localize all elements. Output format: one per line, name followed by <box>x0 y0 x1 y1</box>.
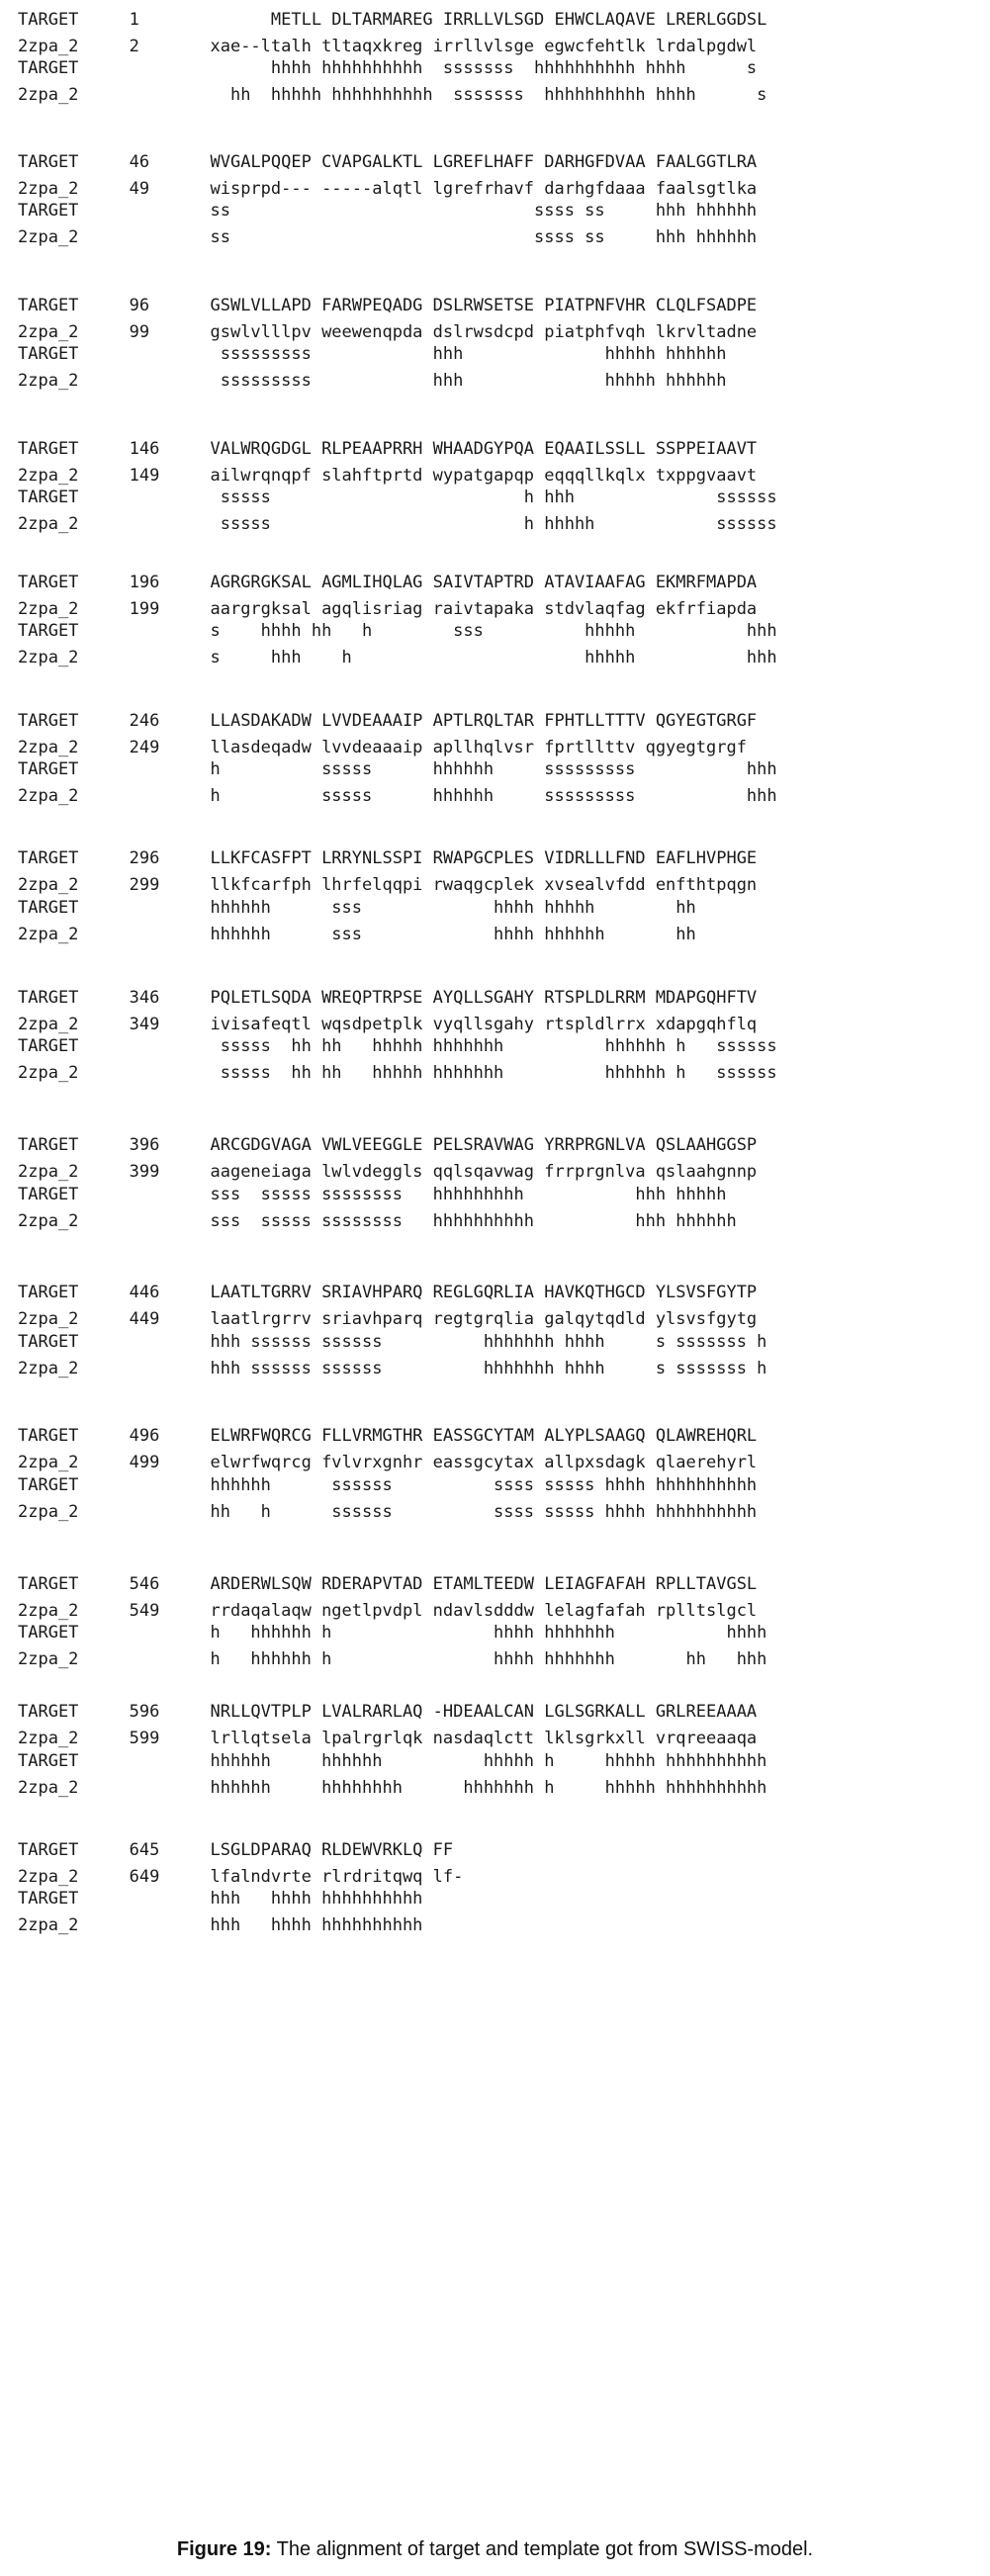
structure-text: sssss hh hh hhhhh hhhhhhh hhhhhh h ssssss <box>210 1036 777 1056</box>
figure-label: Figure 19: <box>176 2538 272 2560</box>
residue-number: 399 <box>129 1162 211 1182</box>
sequence-text: LAATLTGRRV SRIAVHPARQ REGLGQRLIA HAVKQTHGCD YLSVSFGYTP <box>210 1283 758 1302</box>
sequence-label: 2zpa_2 <box>18 599 130 619</box>
sequence-label: TARGET <box>18 848 130 868</box>
alignment-row <box>18 1646 766 1673</box>
residue-number: 649 <box>129 1867 211 1887</box>
sequence-label: TARGET <box>18 201 130 221</box>
sequence-label: TARGET <box>18 152 130 172</box>
residue-number: 149 <box>129 466 211 486</box>
structure-text: hhhhhh ssssss ssss sssss hhhh hhhhhhhhhh <box>210 1475 758 1495</box>
structure-text: hh hhhhh hhhhhhhhhh sssssss hhhhhhhhhh hhhh s <box>210 85 767 105</box>
sequence-label: TARGET <box>18 1889 130 1909</box>
alignment-row <box>18 1571 757 1598</box>
structure-text: sssss h hhhhh ssssss <box>210 514 777 534</box>
structure-text: s hhh h hhhhh hhh <box>210 648 777 667</box>
secondary-structure-block <box>18 1329 766 1382</box>
sequence-text: lfalndvrte rlrdritqwq lf- <box>210 1867 464 1887</box>
sequence-label: 2zpa_2 <box>18 1601 130 1621</box>
sequence-label: TARGET <box>18 1332 130 1352</box>
sequence-text: PQLETLSQDA WREQPTRPSE AYQLLSGAHY RTSPLDLRRM MDAPGQHFTV <box>210 988 758 1008</box>
sequence-label: TARGET <box>18 1185 130 1204</box>
sequence-label: 2zpa_2 <box>18 37 130 56</box>
sequence-label: TARGET <box>18 1426 130 1446</box>
secondary-structure-block <box>18 1472 757 1526</box>
alignment-row <box>18 485 777 511</box>
residue-number <box>130 1475 211 1495</box>
residue-number <box>130 514 211 534</box>
residue-number <box>130 648 211 667</box>
sequence-text: LLKFCASFPT LRRYNLSSPI RWAPGCPLES VIDRLLLFND EAFLHVPHGE <box>210 848 758 868</box>
alignment-row <box>18 368 726 395</box>
alignment-row <box>18 1699 757 1726</box>
residue-number <box>130 1778 211 1798</box>
alignment-row <box>18 985 757 1012</box>
sequence-text: LLASDAKADW LVVDEAAAIP APTLRQLTAR FPHTLLTTTV QGYEGTGRGF <box>210 711 758 731</box>
sequence-label: TARGET <box>18 1574 130 1594</box>
sequence-text: aargrgksal agqlisriag raivtapaka stdvlaqfag ekfrfiapda <box>210 599 758 619</box>
alignment-row <box>18 783 777 810</box>
alignment-sequence-block <box>18 1837 463 1891</box>
sequence-text: WVGALPQQEP CVAPGALKTL LGREFLHAFF DARHGFDVAA FAALGGTLRA <box>210 152 758 172</box>
residue-number <box>130 925 211 944</box>
sequence-text: llkfcarfph lhrfelqqpi rwaqgcplek xvsealvfdd enfthtpqgn <box>210 875 758 895</box>
structure-text: sssss h hhh ssssss <box>210 488 777 507</box>
alignment-row <box>18 1280 757 1306</box>
sequence-label: TARGET <box>18 573 130 592</box>
residue-number: 349 <box>129 1015 211 1034</box>
sequence-text: aageneiaga lwlvdeggls qqlsqavwag frrprgnlva qslaahgnnp <box>210 1162 758 1182</box>
alignment-row <box>18 1329 766 1356</box>
residue-number: 499 <box>129 1453 211 1472</box>
sequence-label: TARGET <box>18 759 130 779</box>
structure-text: hhh hhhh hhhhhhhhhh <box>210 1915 423 1935</box>
sequence-label: 2zpa_2 <box>18 1502 130 1522</box>
alignment-sequence-block <box>18 436 757 489</box>
structure-text: h sssss hhhhhh sssssssss hhh <box>210 759 777 779</box>
secondary-structure-block <box>18 756 777 810</box>
residue-number: 196 <box>129 573 211 592</box>
alignment-row <box>18 224 757 251</box>
structure-text: hhh hhhh hhhhhhhhhh <box>210 1889 423 1909</box>
sequence-label: TARGET <box>18 1283 130 1302</box>
secondary-structure-block <box>18 618 777 671</box>
alignment-row <box>18 922 696 948</box>
alignment-row <box>18 570 757 596</box>
sequence-label: TARGET <box>18 344 130 364</box>
sequence-label: TARGET <box>18 439 130 459</box>
structure-text: s hhhh hh h sss hhhhh hhh <box>210 621 777 641</box>
secondary-structure-block <box>18 198 757 251</box>
alignment-sequence-block <box>18 1571 757 1625</box>
sequence-label: 2zpa_2 <box>18 1211 130 1231</box>
residue-number: 49 <box>129 179 211 199</box>
residue-number <box>130 488 211 507</box>
sequence-text: gswlvlllpv weewenqpda dslrwsdcpd piatphfvqh lkrvltadne <box>210 322 758 342</box>
alignment-sequence-block <box>18 1132 757 1186</box>
structure-text: hhh ssssss ssssss hhhhhhh hhhh s sssssss h <box>210 1359 767 1378</box>
alignment-row <box>18 1356 766 1382</box>
sequence-label: TARGET <box>18 1840 130 1860</box>
residue-number <box>130 1185 211 1204</box>
residue-number <box>130 1751 211 1771</box>
sequence-text: llasdeqadw lvvdeaaaip apllhqlvsr fprtllttv qgyegtgrgf <box>210 738 747 757</box>
secondary-structure-block <box>18 1748 766 1802</box>
residue-number <box>130 786 211 806</box>
structure-text: sssssssss hhh hhhhh hhhhhh <box>210 344 727 364</box>
residue-number <box>130 1332 211 1352</box>
alignment-row <box>18 7 766 34</box>
residue-number <box>130 1036 211 1056</box>
alignment-row <box>18 1060 777 1087</box>
sequence-label: 2zpa_2 <box>18 179 130 199</box>
structure-text: ss ssss ss hhh hhhhhh <box>210 227 758 247</box>
residue-number <box>130 1623 211 1643</box>
structure-text: sssssssss hhh hhhhh hhhhhh <box>210 371 727 391</box>
structure-text: hh h ssssss ssss sssss hhhh hhhhhhhhhh <box>210 1502 758 1522</box>
residue-number: 2 <box>129 37 211 56</box>
sequence-text: METLL DLTARMAREG IRRLLVLSGD EHWCLAQAVE LRERLGGDSL <box>210 10 767 30</box>
alignment-row <box>18 1775 766 1802</box>
residue-number <box>130 85 211 105</box>
residue-number <box>130 1502 211 1522</box>
residue-number: 549 <box>129 1601 211 1621</box>
residue-number: 599 <box>129 1729 211 1748</box>
structure-text: h hhhhhh h hhhh hhhhhhh hh hhh <box>210 1649 767 1669</box>
sequence-text: elwrfwqrcg fvlvrxgnhr eassgcytax allpxsdagk qlaerehyrl <box>210 1453 758 1472</box>
residue-number <box>130 1649 211 1669</box>
alignment-row <box>18 1132 757 1159</box>
alignment-sequence-block <box>18 845 757 899</box>
residue-number: 96 <box>129 296 211 315</box>
residue-number <box>130 1915 211 1935</box>
sequence-label: 2zpa_2 <box>18 1867 130 1887</box>
residue-number <box>130 1889 211 1909</box>
residue-number: 446 <box>129 1283 211 1302</box>
sequence-label: TARGET <box>18 988 130 1008</box>
sequence-label: 2zpa_2 <box>18 1778 130 1798</box>
alignment-row <box>18 198 757 224</box>
sequence-label: 2zpa_2 <box>18 85 130 105</box>
alignment-row <box>18 618 777 645</box>
sequence-label: 2zpa_2 <box>18 1162 130 1182</box>
alignment-row <box>18 1033 777 1060</box>
residue-number: 199 <box>129 599 211 619</box>
sequence-text: AGRGRGKSAL AGMLIHQLAG SAIVTAPTRD ATAVIAAFAG EKMRFMAPDA <box>210 573 758 592</box>
residue-number: 1 <box>129 10 211 30</box>
alignment-sequence-block <box>18 293 757 346</box>
sequence-label: 2zpa_2 <box>18 1359 130 1378</box>
structure-text: hhhhhh hhhhhhhh hhhhhhh h hhhhh hhhhhhhhhh <box>210 1778 767 1798</box>
alignment-row <box>18 436 757 463</box>
alignment-row <box>18 1837 463 1864</box>
sequence-label: 2zpa_2 <box>18 786 130 806</box>
sequence-label: TARGET <box>18 488 130 507</box>
sequence-label: 2zpa_2 <box>18 514 130 534</box>
sequence-label: 2zpa_2 <box>18 1649 130 1669</box>
residue-number: 249 <box>129 738 211 757</box>
residue-number: 496 <box>129 1426 211 1446</box>
sequence-label: TARGET <box>18 296 130 315</box>
sequence-text: LSGLDPARAQ RLDEWVRKLQ FF <box>210 1840 454 1860</box>
secondary-structure-block <box>18 1033 777 1087</box>
alignment-row <box>18 1748 766 1775</box>
alignment-sequence-block <box>18 570 757 623</box>
sequence-label: 2zpa_2 <box>18 466 130 486</box>
alignment-row <box>18 149 757 176</box>
sequence-label: 2zpa_2 <box>18 1729 130 1748</box>
residue-number: 246 <box>129 711 211 731</box>
structure-text: ss ssss ss hhh hhhhhh <box>210 201 758 221</box>
alignment-row <box>18 895 696 922</box>
residue-number <box>130 621 211 641</box>
residue-number: 99 <box>129 322 211 342</box>
structure-text: hhhhhh hhhhhh hhhhh h hhhhh hhhhhhhhhh <box>210 1751 767 1771</box>
structure-text: sss sssss ssssssss hhhhhhhhh hhh hhhhh <box>210 1185 727 1204</box>
alignment-sequence-block <box>18 1423 757 1476</box>
alignment-row <box>18 511 777 538</box>
figure-caption-text: The alignment of target and template got from SWISS-model. <box>271 2538 814 2560</box>
sequence-label: TARGET <box>18 1135 130 1155</box>
structure-text: hhhhhh sss hhhh hhhhh hh <box>210 898 696 918</box>
sequence-label: 2zpa_2 <box>18 227 130 247</box>
residue-number <box>130 1063 211 1083</box>
secondary-structure-block <box>18 1886 422 1939</box>
residue-number <box>130 1359 211 1378</box>
sequence-text: VALWRQGDGL RLPEAAPRRH WHAADGYPQA EQAAILSSLL SSPPEIAAVT <box>210 439 758 459</box>
alignment-sequence-block <box>18 708 757 761</box>
sequence-label: 2zpa_2 <box>18 738 130 757</box>
residue-number: 546 <box>129 1574 211 1594</box>
residue-number: 146 <box>129 439 211 459</box>
residue-number: 46 <box>129 152 211 172</box>
residue-number: 596 <box>129 1702 211 1722</box>
sequence-text: GSWLVLLAPD FARWPEQADG DSLRWSETSE PIATPNFVHR CLQLFSADPE <box>210 296 758 315</box>
structure-text: h sssss hhhhhh sssssssss hhh <box>210 786 777 806</box>
sequence-text: ARDERWLSQW RDERAPVTAD ETAMLTEEDW LEIAGFAFAH RPLLTAVGSL <box>210 1574 758 1594</box>
sequence-label: TARGET <box>18 1475 130 1495</box>
sequence-label: 2zpa_2 <box>18 1915 130 1935</box>
sequence-label: 2zpa_2 <box>18 371 130 391</box>
sequence-label: TARGET <box>18 621 130 641</box>
alignment-row <box>18 293 757 319</box>
sequence-text: ELWRFWQRCG FLLVRMGTHR EASSGCYTAM ALYPLSAAGQ QLAWREHQRL <box>210 1426 758 1446</box>
sequence-label: 2zpa_2 <box>18 648 130 667</box>
residue-number: 346 <box>129 988 211 1008</box>
sequence-text: rrdaqalaqw ngetlpvdpl ndavlsdddw lelagfafah rplltslgcl <box>210 1601 758 1621</box>
alignment-row <box>18 341 726 368</box>
sequence-text: xae--ltalh tltaqxkreg irrllvlsge egwcfehtlk lrdalpgdwl <box>210 37 758 56</box>
sequence-label: TARGET <box>18 711 130 731</box>
residue-number: 296 <box>129 848 211 868</box>
residue-number <box>130 371 211 391</box>
secondary-structure-block <box>18 895 696 948</box>
alignment-sequence-block <box>18 985 757 1038</box>
residue-number: 396 <box>129 1135 211 1155</box>
sequence-label: TARGET <box>18 1702 130 1722</box>
alignment-row <box>18 845 757 872</box>
sequence-text: ailwrqnqpf slahftprtd wypatgapqp eqqqllkqlx txppgvaavt <box>210 466 758 486</box>
sequence-label: 2zpa_2 <box>18 875 130 895</box>
alignment-row <box>18 1423 757 1450</box>
residue-number: 645 <box>129 1840 211 1860</box>
sequence-text: wisprpd--- -----alqtl lgrefrhavf darhgfdaaa faalsgtlka <box>210 179 758 199</box>
alignment-row <box>18 1499 757 1526</box>
sequence-label: 2zpa_2 <box>18 1309 130 1329</box>
alignment-row <box>18 55 766 82</box>
structure-text: hhhhhh sss hhhh hhhhhh hh <box>210 925 696 944</box>
alignment-row <box>18 1620 766 1646</box>
sequence-text: ivisafeqtl wqsdpetplk vyqllsgahy rtspldlrrx xdapgqhflq <box>210 1015 758 1034</box>
alignment-row <box>18 1886 422 1912</box>
sequence-label: TARGET <box>18 1623 130 1643</box>
secondary-structure-block <box>18 341 726 395</box>
structure-text: sss sssss ssssssss hhhhhhhhhh hhh hhhhhh <box>210 1211 737 1231</box>
alignment-row <box>18 1208 737 1235</box>
sequence-text: NRLLQVTPLP LVALRARLAQ -HDEAALCAN LGLSGRKALL GRLREEAAAA <box>210 1702 758 1722</box>
sequence-text: ARCGDGVAGA VWLVEEGGLE PELSRAVWAG YRRPRGNLVA QSLAAHGGSP <box>210 1135 758 1155</box>
sequence-label: TARGET <box>18 1036 130 1056</box>
structure-text: hhhh hhhhhhhhhh sssssss hhhhhhhhhh hhhh s <box>210 58 758 78</box>
secondary-structure-block <box>18 485 777 538</box>
sequence-label: 2zpa_2 <box>18 1063 130 1083</box>
residue-number <box>130 201 211 221</box>
alignment-sequence-block <box>18 7 766 60</box>
structure-text: h hhhhhh h hhhh hhhhhhh hhhh <box>210 1623 767 1643</box>
sequence-label: 2zpa_2 <box>18 322 130 342</box>
sequence-text: lrllqtsela lpalrgrlqk nasdaqlctt lklsgrkxll vrqreeaaqa <box>210 1729 758 1748</box>
alignment-sequence-block <box>18 1699 757 1752</box>
alignment-sequence-block <box>18 1280 757 1333</box>
residue-number: 299 <box>129 875 211 895</box>
alignment-row <box>18 645 777 671</box>
alignment-row <box>18 1182 737 1208</box>
sequence-label: 2zpa_2 <box>18 1015 130 1034</box>
residue-number <box>130 1211 211 1231</box>
secondary-structure-block <box>18 1182 737 1235</box>
sequence-label: TARGET <box>18 58 130 78</box>
alignment-row <box>18 756 777 783</box>
structure-text: hhh ssssss ssssss hhhhhhh hhhh s sssssss h <box>210 1332 767 1352</box>
residue-number: 449 <box>129 1309 211 1329</box>
sequence-label: 2zpa_2 <box>18 1453 130 1472</box>
figure-caption <box>0 2538 990 2561</box>
secondary-structure-block <box>18 55 766 109</box>
secondary-structure-block <box>18 1620 766 1673</box>
sequence-label: TARGET <box>18 10 130 30</box>
alignment-row <box>18 82 766 109</box>
sequence-label: TARGET <box>18 1751 130 1771</box>
alignment-row <box>18 1472 757 1499</box>
residue-number <box>130 344 211 364</box>
residue-number <box>130 58 211 78</box>
sequence-text: laatlrgrrv sriavhparq regtgrqlia galqytqdld ylsvsfgytg <box>210 1309 758 1329</box>
alignment-row <box>18 708 757 735</box>
alignment-row <box>18 1912 422 1939</box>
alignment-sequence-block <box>18 149 757 203</box>
residue-number <box>130 759 211 779</box>
sequence-label: 2zpa_2 <box>18 925 130 944</box>
structure-text: sssss hh hh hhhhh hhhhhhh hhhhhh h ssssss <box>210 1063 777 1083</box>
residue-number <box>130 898 211 918</box>
sequence-label: TARGET <box>18 898 130 918</box>
residue-number <box>130 227 211 247</box>
